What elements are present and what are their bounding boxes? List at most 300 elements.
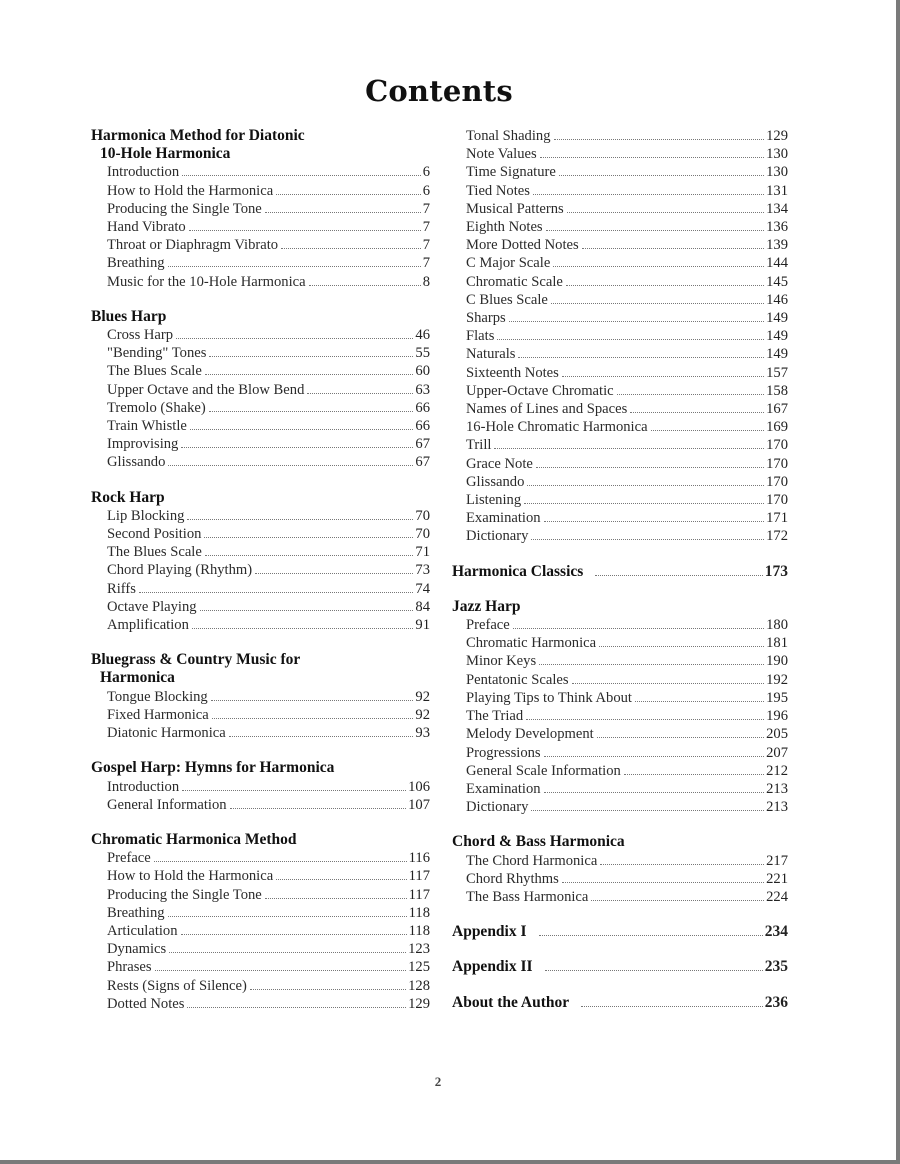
toc-entry-label: Preface xyxy=(107,850,151,867)
dot-leader xyxy=(635,701,764,702)
toc-entry-label: Fixed Harmonica xyxy=(107,706,209,723)
toc-entry-page: 130 xyxy=(766,164,788,181)
dot-leader xyxy=(527,485,764,486)
toc-entry-page: 128 xyxy=(408,977,430,994)
toc-entry-label: Playing Tips to Think About xyxy=(466,689,632,706)
toc-entry-page: 172 xyxy=(766,528,788,545)
dot-leader xyxy=(533,194,764,195)
section-heading: Chord & Bass Harmonica xyxy=(452,833,625,851)
toc-entry-page: 144 xyxy=(766,255,788,272)
toc-entry[interactable] xyxy=(91,724,430,742)
toc-entry-page: 157 xyxy=(766,364,788,381)
toc-entry[interactable] xyxy=(91,326,430,344)
toc-entry-appendix-2[interactable] xyxy=(452,958,788,976)
toc-entry-page: 63 xyxy=(415,381,430,398)
toc-entry[interactable] xyxy=(91,182,430,200)
dot-leader xyxy=(497,339,764,340)
toc-entry[interactable] xyxy=(452,163,788,181)
dot-leader xyxy=(553,266,764,267)
toc-entry[interactable] xyxy=(452,870,788,888)
toc-entry-page: 66 xyxy=(415,418,430,435)
toc-entry-page: 67 xyxy=(415,436,430,453)
toc-entry-label: Phrases xyxy=(107,959,152,976)
section-heading-line: Bluegrass & Country Music for xyxy=(91,651,301,669)
toc-entry-page: 149 xyxy=(766,310,788,327)
toc-entry[interactable] xyxy=(452,200,788,218)
toc-entry-page: 118 xyxy=(408,904,430,921)
toc-entry[interactable] xyxy=(91,344,430,362)
dot-leader xyxy=(617,394,764,395)
toc-entry-harmonica-classics[interactable] xyxy=(452,563,788,581)
toc-entry[interactable] xyxy=(91,525,430,543)
toc-entry-label: Harmonica Classics xyxy=(452,562,584,580)
toc-entry-page: 74 xyxy=(415,580,430,597)
toc-entry-label: Names of Lines and Spaces xyxy=(466,401,628,418)
toc-section-jazz-harp xyxy=(452,598,788,816)
dot-leader xyxy=(595,575,762,576)
toc-entry[interactable] xyxy=(452,616,788,634)
toc-entry-label: The Blues Scale xyxy=(107,544,202,561)
toc-entry[interactable] xyxy=(91,616,430,634)
toc-entry-page: 234 xyxy=(764,923,788,941)
toc-entry[interactable] xyxy=(452,689,788,707)
toc-entry-page: 70 xyxy=(415,507,430,524)
dot-leader xyxy=(651,430,765,431)
dot-leader xyxy=(265,898,407,899)
toc-entry[interactable] xyxy=(91,362,430,380)
dot-leader xyxy=(168,266,421,267)
toc-entry-label: Preface xyxy=(466,617,510,634)
toc-entry-label: Second Position xyxy=(107,526,202,543)
section-heading xyxy=(91,127,430,163)
toc-entry-label: C Blues Scale xyxy=(466,291,548,308)
toc-entry-page: 158 xyxy=(766,382,788,399)
toc-entry[interactable] xyxy=(91,688,430,706)
toc-entry-label: The Bass Harmonica xyxy=(466,888,589,905)
toc-entry-label: Minor Keys xyxy=(466,653,537,670)
section-heading: Jazz Harp xyxy=(452,597,521,615)
toc-section-about-author xyxy=(452,994,788,1012)
toc-entry[interactable] xyxy=(91,706,430,724)
toc-entry-page: 213 xyxy=(766,799,788,816)
toc-entry[interactable] xyxy=(91,580,430,598)
toc-entry-page: 92 xyxy=(415,688,430,705)
section-heading xyxy=(91,651,430,687)
toc-entry[interactable] xyxy=(91,435,430,453)
toc-entry[interactable] xyxy=(452,418,788,436)
dot-leader xyxy=(281,248,421,249)
toc-entry[interactable] xyxy=(91,796,430,814)
toc-entry-label: 16-Hole Chromatic Harmonica xyxy=(466,419,648,436)
toc-entry[interactable] xyxy=(91,778,430,796)
toc-entry[interactable] xyxy=(91,381,430,399)
toc-entry-page: 149 xyxy=(766,346,788,363)
toc-entry-page: 173 xyxy=(764,562,788,580)
toc-entry[interactable] xyxy=(452,436,788,454)
toc-entry-page: 7 xyxy=(422,219,430,236)
dot-leader xyxy=(265,212,421,213)
page-number: 2 xyxy=(434,1074,442,1089)
toc-entry-label: Diatonic Harmonica xyxy=(107,725,226,742)
dot-leader xyxy=(276,879,406,880)
section-heading-line: 10-Hole Harmonica xyxy=(100,145,231,163)
toc-entry[interactable] xyxy=(452,852,788,870)
toc-left-column xyxy=(91,127,430,1013)
toc-entry-page: 107 xyxy=(408,796,430,813)
dot-leader xyxy=(187,519,413,520)
toc-section xyxy=(91,651,430,742)
dot-leader xyxy=(566,285,764,286)
toc-section-appendix-1 xyxy=(452,923,788,941)
toc-entry-label: Examination xyxy=(466,780,541,797)
section-heading-line: Rock Harp xyxy=(91,488,165,506)
toc-entry-label: How to Hold the Harmonica xyxy=(107,868,274,885)
toc-entry-page: 221 xyxy=(766,870,788,887)
toc-entry-label: Lip Blocking xyxy=(107,507,185,524)
toc-entry-label: Improvising xyxy=(107,436,179,453)
toc-entry-page: 125 xyxy=(408,959,430,976)
toc-entry[interactable] xyxy=(452,455,788,473)
toc-entry[interactable] xyxy=(452,527,788,545)
dot-leader xyxy=(154,861,407,862)
toc-entry-page: 123 xyxy=(408,941,430,958)
toc-entry-page: 71 xyxy=(415,544,430,561)
toc-entry-page: 170 xyxy=(766,492,788,509)
dot-leader xyxy=(181,447,413,448)
dot-leader xyxy=(518,357,764,358)
toc-entry-label: How to Hold the Harmonica xyxy=(107,182,274,199)
toc-entry-label: Chromatic Scale xyxy=(466,273,563,290)
toc-entry[interactable] xyxy=(452,762,788,780)
toc-entry[interactable] xyxy=(452,707,788,725)
dot-leader xyxy=(540,157,764,158)
toc-entry-label: The Blues Scale xyxy=(107,363,202,380)
toc-entry-label: Chord Rhythms xyxy=(466,870,559,887)
toc-entry[interactable] xyxy=(91,453,430,471)
dot-leader xyxy=(567,212,764,213)
toc-entry[interactable] xyxy=(452,273,788,291)
toc-entry-page: 190 xyxy=(766,653,788,670)
toc-entry[interactable] xyxy=(91,236,430,254)
toc-entry-label: Throat or Diaphragm Vibrato xyxy=(107,237,279,254)
toc-entry-page: 181 xyxy=(766,635,788,652)
dot-leader xyxy=(255,573,413,574)
dot-leader xyxy=(572,683,765,684)
dot-leader xyxy=(307,393,413,394)
dot-leader xyxy=(581,1006,763,1007)
dot-leader xyxy=(212,718,414,719)
dot-leader xyxy=(168,916,407,917)
toc-entry[interactable] xyxy=(452,671,788,689)
dot-leader xyxy=(139,592,413,593)
dot-leader xyxy=(309,285,421,286)
dot-leader xyxy=(539,935,763,936)
toc-entry-page: 205 xyxy=(766,726,788,743)
dot-leader xyxy=(230,808,407,809)
toc-entry[interactable] xyxy=(452,634,788,652)
toc-entry-page: 170 xyxy=(766,437,788,454)
toc-entry-page: 66 xyxy=(415,399,430,416)
toc-entry[interactable] xyxy=(91,507,430,525)
toc-entry[interactable] xyxy=(91,254,430,272)
section-heading xyxy=(91,759,430,777)
dot-leader xyxy=(192,628,414,629)
toc-entry[interactable] xyxy=(452,309,788,327)
dot-leader xyxy=(591,900,764,901)
toc-entry-page: 129 xyxy=(766,128,788,144)
toc-entry-page: 116 xyxy=(408,850,430,867)
toc-entry-page: 171 xyxy=(766,510,788,527)
dot-leader xyxy=(189,230,421,231)
toc-entry[interactable] xyxy=(452,182,788,200)
toc-entry-appendix-1[interactable] xyxy=(452,923,788,941)
toc-entry[interactable] xyxy=(91,163,430,181)
toc-entry[interactable] xyxy=(91,995,430,1013)
toc-entry-label: Tied Notes xyxy=(466,182,530,199)
toc-entry-label: Music for the 10-Hole Harmonica xyxy=(107,273,306,290)
dot-leader xyxy=(599,646,764,647)
toc-entry-page: 149 xyxy=(766,328,788,345)
toc-entry[interactable] xyxy=(91,399,430,417)
toc-entry-page: 235 xyxy=(764,958,788,976)
page-title: Contents xyxy=(365,74,513,108)
toc-entry[interactable] xyxy=(452,798,788,816)
toc-entry[interactable] xyxy=(452,491,788,509)
toc-entry-page: 134 xyxy=(766,200,788,217)
toc-entry[interactable] xyxy=(91,977,430,995)
toc-entry-label: Listening xyxy=(466,492,522,509)
toc-entry-page: 145 xyxy=(766,273,788,290)
dot-leader xyxy=(169,952,406,953)
toc-entry-page: 129 xyxy=(408,995,430,1012)
toc-entry-label: "Bending" Tones xyxy=(107,345,207,362)
toc-entry[interactable] xyxy=(91,598,430,616)
dot-leader xyxy=(276,194,421,195)
toc-entry-label: Breathing xyxy=(107,904,165,921)
dot-leader xyxy=(559,175,764,176)
toc-entry[interactable] xyxy=(452,127,788,145)
toc-entry-page: 93 xyxy=(415,725,430,742)
toc-entry-label: About the Author xyxy=(452,993,570,1011)
toc-entry[interactable] xyxy=(452,725,788,743)
dot-leader xyxy=(531,810,764,811)
toc-entry-page: 139 xyxy=(766,237,788,254)
dot-leader xyxy=(545,970,763,971)
toc-entry-label: Upper Octave and the Blow Bend xyxy=(107,381,305,398)
dot-leader xyxy=(250,989,406,990)
toc-entry[interactable] xyxy=(452,382,788,400)
toc-entry-page: 7 xyxy=(422,255,430,272)
toc-entry-page: 213 xyxy=(766,780,788,797)
toc-entry-page: 84 xyxy=(415,598,430,615)
toc-entry-label: Producing the Single Tone xyxy=(107,886,262,903)
toc-entry-label: The Chord Harmonica xyxy=(466,852,598,869)
dot-leader xyxy=(536,467,764,468)
toc-entry-label: Appendix II xyxy=(452,958,533,976)
section-heading xyxy=(91,489,430,507)
toc-entry[interactable] xyxy=(452,780,788,798)
toc-entry-label: Melody Development xyxy=(466,726,594,743)
toc-entry-page: 117 xyxy=(408,868,430,885)
toc-entry-page: 192 xyxy=(766,671,788,688)
toc-entry-page: 106 xyxy=(408,778,430,795)
toc-entry[interactable] xyxy=(91,849,430,867)
toc-entry-label: Dynamics xyxy=(107,941,167,958)
toc-entry-page: 55 xyxy=(415,345,430,362)
dot-leader xyxy=(554,139,765,140)
toc-entry-page: 73 xyxy=(415,562,430,579)
toc-entry-label: Hand Vibrato xyxy=(107,219,186,236)
toc-entry[interactable] xyxy=(91,940,430,958)
toc-entry-page: 217 xyxy=(766,852,788,869)
toc-entry[interactable] xyxy=(452,652,788,670)
dot-leader xyxy=(539,664,764,665)
section-heading xyxy=(91,831,430,849)
toc-entry[interactable] xyxy=(91,958,430,976)
toc-entry-label: C Major Scale xyxy=(466,255,551,272)
toc-entry-label: Octave Playing xyxy=(107,598,197,615)
toc-entry-label: General Scale Information xyxy=(466,762,621,779)
toc-section-appendix-2 xyxy=(452,958,788,976)
dot-leader xyxy=(181,934,407,935)
dot-leader xyxy=(182,790,406,791)
toc-entry[interactable] xyxy=(91,273,430,291)
dot-leader xyxy=(205,555,414,556)
toc-entry[interactable] xyxy=(452,327,788,345)
toc-entry-label: Trill xyxy=(466,437,492,454)
toc-section-harmonica-classics xyxy=(452,563,788,581)
dot-leader xyxy=(182,175,421,176)
toc-entry-label: Sixteenth Notes xyxy=(466,364,559,381)
toc-entry-label: Pentatonic Scales xyxy=(466,671,569,688)
dot-leader xyxy=(190,429,414,430)
dot-leader xyxy=(176,338,413,339)
toc-right-column xyxy=(452,127,788,1012)
toc-entry-label: Chord Playing (Rhythm) xyxy=(107,562,253,579)
toc-section xyxy=(91,759,430,814)
dot-leader xyxy=(624,774,764,775)
dot-leader xyxy=(544,792,765,793)
toc-entry-page: 169 xyxy=(766,419,788,436)
toc-entry-label: Progressions xyxy=(466,744,541,761)
section-heading-line: Blues Harp xyxy=(91,307,167,325)
toc-entry-page: 131 xyxy=(766,182,788,199)
toc-entry[interactable] xyxy=(452,291,788,309)
dot-leader xyxy=(209,411,414,412)
toc-entry-label: Appendix I xyxy=(452,923,527,941)
toc-entry-label: Tremolo (Shake) xyxy=(107,399,206,416)
toc-entry-page: 92 xyxy=(415,706,430,723)
toc-entry[interactable] xyxy=(452,145,788,163)
toc-entry[interactable] xyxy=(91,417,430,435)
toc-section xyxy=(91,489,430,635)
dot-leader xyxy=(562,882,764,883)
toc-entry[interactable] xyxy=(452,473,788,491)
toc-entry[interactable] xyxy=(452,345,788,363)
toc-entry-page: 207 xyxy=(766,744,788,761)
toc-entry-page: 117 xyxy=(408,886,430,903)
toc-entry-label: Eighth Notes xyxy=(466,219,543,236)
toc-entry[interactable] xyxy=(452,254,788,272)
toc-entry-label: Upper-Octave Chromatic xyxy=(466,382,614,399)
toc-entry-page: 170 xyxy=(766,473,788,490)
toc-entry[interactable] xyxy=(91,867,430,885)
toc-entry-label: Sharps xyxy=(466,310,506,327)
toc-entry-about-author[interactable] xyxy=(452,994,788,1012)
dot-leader xyxy=(205,374,414,375)
toc-entry[interactable] xyxy=(91,904,430,922)
dot-leader xyxy=(600,864,764,865)
toc-entry[interactable] xyxy=(452,400,788,418)
toc-entry-page: 136 xyxy=(766,219,788,236)
toc-entry[interactable] xyxy=(452,744,788,762)
section-heading-line: Gospel Harp: Hymns for Harmonica xyxy=(91,759,335,777)
dot-leader xyxy=(562,376,764,377)
toc-entry-page: 7 xyxy=(422,200,430,217)
toc-entry-label: Introduction xyxy=(107,778,180,795)
toc-entry[interactable] xyxy=(452,509,788,527)
toc-entry[interactable] xyxy=(91,561,430,579)
toc-entry[interactable] xyxy=(452,888,788,906)
toc-section xyxy=(91,831,430,1013)
toc-entry-label: Tongue Blocking xyxy=(107,688,208,705)
toc-entry-page: 170 xyxy=(766,455,788,472)
toc-entry-page: 236 xyxy=(764,993,788,1011)
toc-entry-page: 180 xyxy=(766,617,788,634)
toc-entry-label: Producing the Single Tone xyxy=(107,200,262,217)
toc-entry-label: Dictionary xyxy=(466,528,529,545)
dot-leader xyxy=(630,412,764,413)
toc-entry-page: 91 xyxy=(415,617,430,634)
toc-entry-page: 46 xyxy=(415,327,430,344)
dot-leader xyxy=(494,448,764,449)
dot-leader xyxy=(531,539,764,540)
toc-entry-page: 6 xyxy=(422,182,430,199)
dot-leader xyxy=(524,503,764,504)
toc-entry[interactable] xyxy=(452,218,788,236)
dot-leader xyxy=(204,537,413,538)
toc-entry-label: Tonal Shading xyxy=(466,128,551,144)
toc-section xyxy=(91,127,430,291)
section-heading-line: Harmonica xyxy=(100,669,175,687)
dot-leader xyxy=(168,465,413,466)
dot-leader xyxy=(509,321,764,322)
dot-leader xyxy=(513,628,764,629)
dot-leader xyxy=(582,248,764,249)
toc-entry-label: Examination xyxy=(466,510,541,527)
toc-entry-label: The Triad xyxy=(466,708,524,725)
toc-entry-label: Time Signature xyxy=(466,164,556,181)
toc-entry[interactable] xyxy=(91,543,430,561)
dot-leader xyxy=(200,610,414,611)
toc-entry[interactable] xyxy=(91,218,430,236)
toc-entry-page: 195 xyxy=(766,689,788,706)
toc-entry[interactable] xyxy=(91,922,430,940)
toc-entry-page: 6 xyxy=(422,164,430,181)
toc-entry-label: Cross Harp xyxy=(107,327,174,344)
toc-section-chromatic-continued xyxy=(452,127,788,546)
toc-entry-label: Dictionary xyxy=(466,799,529,816)
toc-entry[interactable] xyxy=(91,200,430,218)
toc-entry[interactable] xyxy=(452,236,788,254)
toc-section-chord-bass xyxy=(452,833,788,906)
section-heading-line: Harmonica Method for Diatonic xyxy=(91,127,305,144)
toc-entry-label: Dotted Notes xyxy=(107,995,185,1012)
toc-entry[interactable] xyxy=(452,364,788,382)
toc-entry-label: More Dotted Notes xyxy=(466,237,579,254)
toc-entry-page: 67 xyxy=(415,454,430,471)
toc-entry[interactable] xyxy=(91,886,430,904)
